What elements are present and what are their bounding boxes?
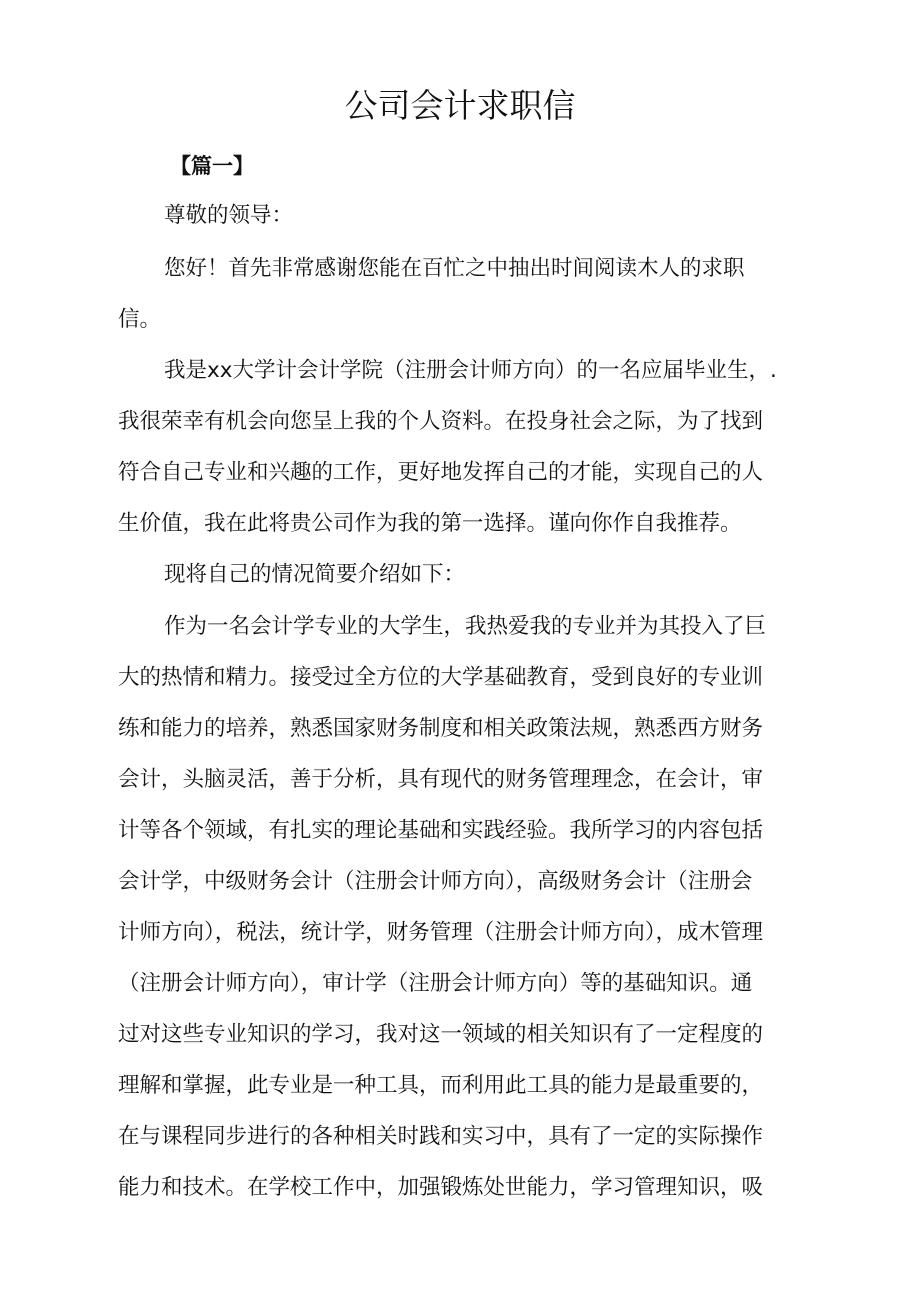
paragraph-line: 会计，头脑灵活，善于分析，具有现代的财务管理理念，在会计，审 bbox=[118, 767, 764, 792]
paragraph-line: 作为一名会计学专业的大学生，我热爱我的专业并为其投入了巨 bbox=[164, 614, 767, 639]
paragraph-line: 大的热情和精力。接受过全方位的大学基础教育，受到良好的专业训 bbox=[118, 665, 764, 690]
paragraph-line: 能力和技术。在学校工作中，加强锻炼处世能力，学习管理知识，吸 bbox=[118, 1175, 764, 1200]
paragraph-line: 现将自己的情况简要介绍如下： bbox=[164, 562, 466, 587]
paragraph-line: 过对这些专业知识的学习，我对这一领域的相关知识有了一定程度的 bbox=[118, 1022, 764, 1047]
paragraph-line: 我很荣幸有机会向您呈上我的个人资料。在投身社会之际，为了找到 bbox=[118, 409, 764, 434]
paragraph-line: 您好！首先非常感谢您能在百忙之中抽出时间阅读木人的求职 bbox=[164, 256, 745, 281]
paragraph-line: 生价值，我在此将贵公司作为我的第一选择。谨向你作自我推荐。 bbox=[118, 511, 742, 536]
section-heading: 【篇一】 bbox=[170, 154, 254, 178]
paragraph-line: 理解和掌握，此专业是一种工具，而利用此工具的能力是最重要的， bbox=[118, 1073, 764, 1098]
paragraph-line: 练和能力的培养，熟悉国家财务制度和相关政策法规，熟悉西方财务 bbox=[118, 716, 764, 741]
document-title: 公司会计求职信 bbox=[344, 86, 576, 125]
paragraph-line: 计等各个领域，有扎实的理论基础和实践经验。我所学习的内容包括 bbox=[118, 818, 764, 843]
paragraph-line: 计师方向），税法，统计学，财务管理（注册会计师方向），成木管理 bbox=[118, 920, 764, 945]
paragraph-line: 我是xx大学计会计学院（注册会计师方向）的一名应届毕业生，. bbox=[164, 358, 777, 383]
paragraph-line: （注册会计师方向），审计学（注册会计师方向）等的基础知识。通 bbox=[118, 971, 753, 996]
paragraph-line: 信。 bbox=[118, 307, 162, 332]
paragraph-line: 会计学，中级财务会计（注册会计师方向），高级财务会计（注册会 bbox=[118, 869, 753, 894]
salutation: 尊敬的领导： bbox=[164, 203, 294, 228]
paragraph-line: 符合自己专业和兴趣的工作，更好地发挥自己的才能，实现自己的人 bbox=[118, 460, 764, 485]
paragraph-line: 在与课程同步进行的各种相关时践和实习中，具有了一定的实际操作 bbox=[118, 1124, 764, 1149]
